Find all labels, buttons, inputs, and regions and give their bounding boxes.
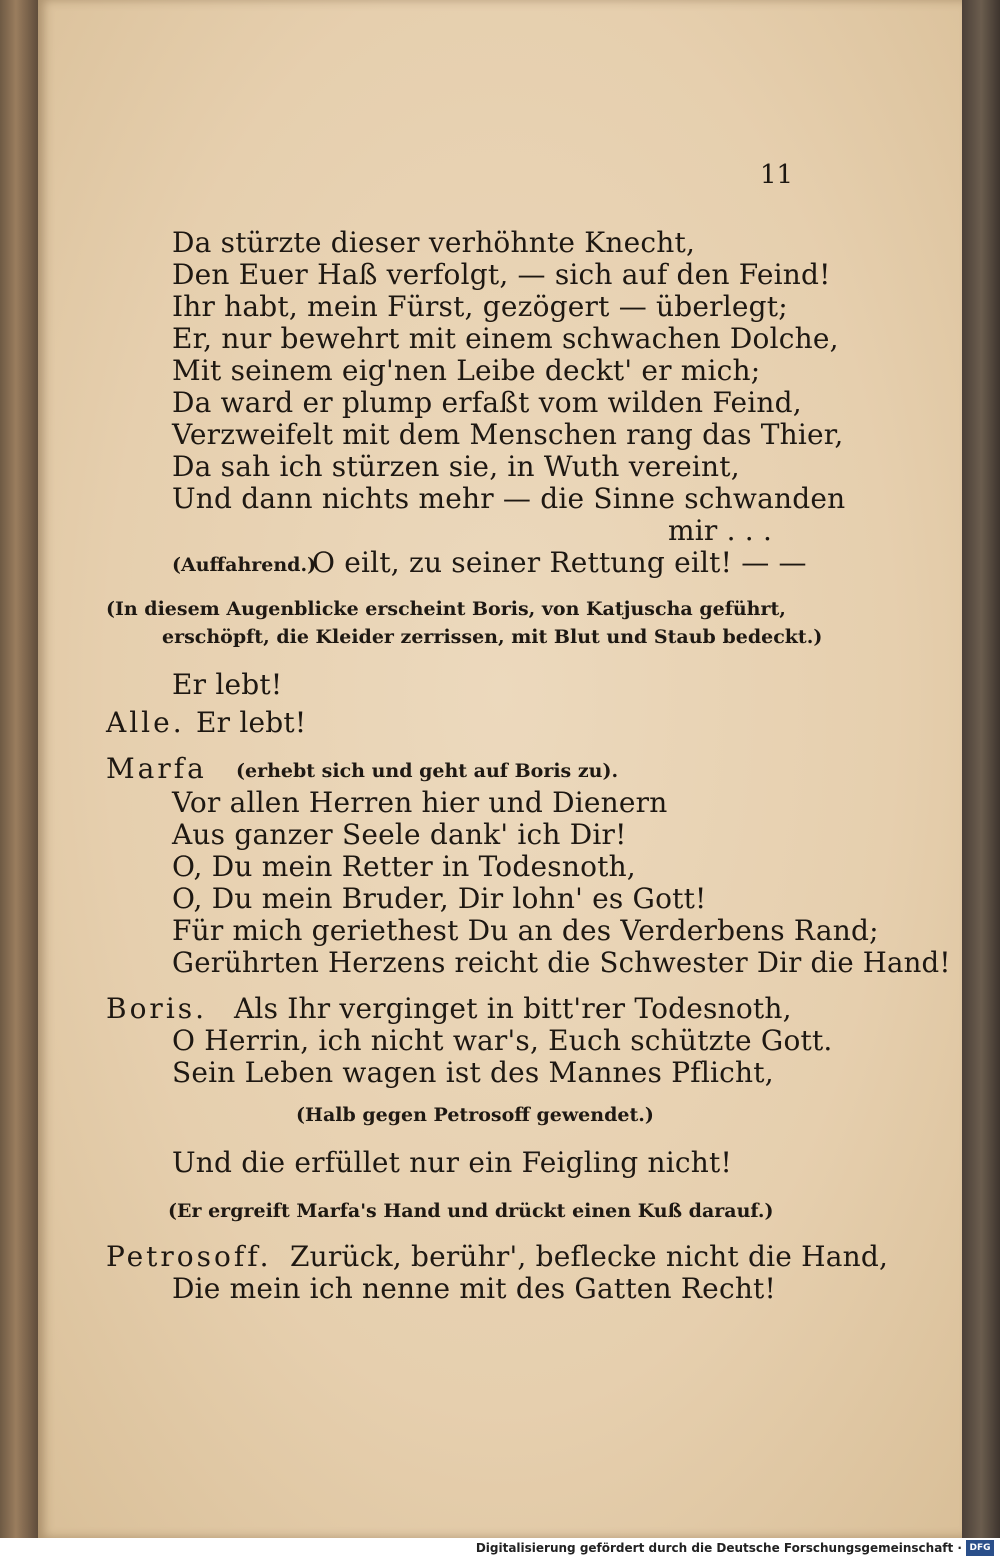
verse-line: Die mein ich nenne mit des Gatten Recht! [172,1272,776,1305]
verse-line: Da stürzte dieser verhöhnte Knecht, [172,226,696,259]
verse-line: Er, nur bewehrt mit einem schwachen Dolche, [172,322,839,355]
stage-direction: (Auffahrend.) [172,554,317,576]
speaker-name: Boris. [106,992,208,1025]
verse-line: Aus ganzer Seele dank' ich Dir! [172,818,627,851]
verse-line: Vor allen Herren hier und Dienern [172,786,668,819]
digitization-credit: Digitalisierung gefördert durch die Deutsche Forschungsgemeinschaft · [475,1541,962,1555]
book-spine [0,0,40,1540]
page-number: 11 [760,160,794,190]
speaker-name: Petrosoff. [106,1240,272,1273]
verse-line: O, Du mein Bruder, Dir lohn' es Gott! [172,882,707,915]
verse-line: Den Euer Haß verfolgt, — sich auf den Feind! [172,258,831,291]
verse-line: O, Du mein Retter in Todesnoth, [172,850,636,883]
verse-line: Mit seinem eig'nen Leibe deckt' er mich; [172,354,761,387]
verse-line: Ihr habt, mein Fürst, gezögert — überlegt; [172,290,788,323]
verse-line: O eilt, zu seiner Rettung eilt! — — [312,546,807,579]
verse-line: Für mich geriethest Du an des Verderbens Rand; [172,914,879,947]
verse-line: Gerührten Herzens reicht die Schwester Dir die Hand! [172,946,951,979]
speaker-name: Alle. [106,706,185,739]
stage-direction: (Halb gegen Petrosoff gewendet.) [296,1104,654,1126]
verse-line: Zurück, berühr', beflecke nicht die Hand, [290,1240,889,1273]
verse-line: Da sah ich stürzen sie, in Wuth vereint, [172,450,740,483]
stage-direction: erschöpft, die Kleider zerrissen, mit Blut und Staub bedeckt.) [162,626,823,648]
stage-direction: (erhebt sich und geht auf Boris zu). [236,760,619,782]
dfg-logo: DFG [966,1540,994,1556]
page-edge [962,0,1000,1540]
verse-line: Er lebt! [172,668,283,701]
verse-line: Und die erfüllet nur ein Feigling nicht! [172,1146,732,1179]
verse-line: Und dann nichts mehr — die Sinne schwanden [172,482,846,515]
verse-line: Als Ihr verginget in bitt'rer Todesnoth, [234,992,792,1025]
verse-line: Sein Leben wagen ist des Mannes Pflicht, [172,1056,774,1089]
verse-line: O Herrin, ich nicht war's, Euch schützte Gott. [172,1024,833,1057]
verse-line: mir . . . [668,514,773,547]
stage-direction: (In diesem Augenblicke erscheint Boris, von Katjuscha geführt, [106,598,786,620]
speaker-name: Marfa [106,752,207,785]
verse-line: Verzweifelt mit dem Menschen rang das Thier, [172,418,844,451]
stage-direction: (Er ergreift Marfa's Hand und drückt einen Kuß darauf.) [168,1200,774,1222]
verse-line: Da ward er plump erfaßt vom wilden Feind, [172,386,802,419]
verse-line: Er lebt! [196,706,307,739]
